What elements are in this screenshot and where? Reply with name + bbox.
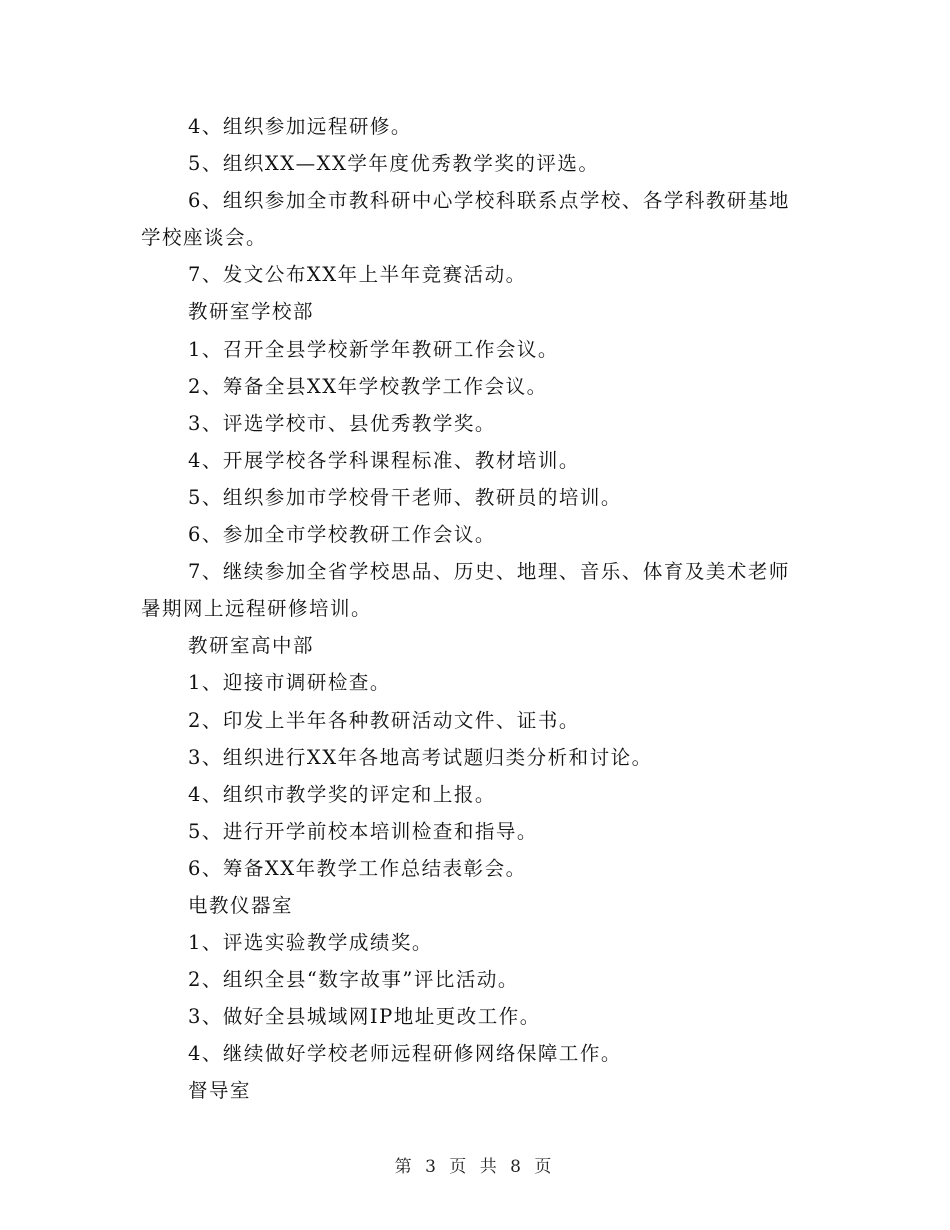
paragraph-line: 2、组织全县“数字故事”评比活动。 xyxy=(188,968,519,992)
paragraph-line: 4、组织参加远程研修。 xyxy=(188,115,412,138)
paragraph-line: 6、筹备XX年教学工作总结表彰会。 xyxy=(188,856,527,880)
document-body xyxy=(141,108,811,1110)
paragraph-line: 3、组织进行XX年各地高考试题归类分析和讨论。 xyxy=(188,745,653,769)
section-heading: 督导室 xyxy=(188,1079,252,1103)
paragraph-line: 7、发文公布XX年上半年竞赛活动。 xyxy=(188,263,527,287)
paragraph-line: 1、迎接市调研检查。 xyxy=(188,671,391,695)
paragraph-line: 2、印发上半年各种教研活动文件、证书。 xyxy=(188,708,580,732)
section-heading: 教研室高中部 xyxy=(188,634,315,658)
paragraph-line: 4、组织市教学奖的评定和上报。 xyxy=(188,782,496,806)
paragraph-line: 4、继续做好学校老师远程研修网络保障工作。 xyxy=(188,1042,622,1066)
paragraph-line: 7、继续参加全省学校思品、历史、地理、音乐、体育及美术老师 xyxy=(188,560,790,584)
paragraph-line: 6、参加全市学校教研工作会议。 xyxy=(188,523,496,547)
page-number-footer: 第 3 页 共 8 页 xyxy=(394,1157,556,1177)
paragraph-line: 1、评选实验教学成绩奖。 xyxy=(188,931,433,955)
paragraph-line: 5、组织参加市学校骨干老师、教研员的培训。 xyxy=(188,485,622,509)
paragraph-line: 5、进行开学前校本培训检查和指导。 xyxy=(188,819,538,843)
paragraph-line: 3、评选学校市、县优秀教学奖。 xyxy=(188,411,496,435)
paragraph-line: 6、组织参加全市教科研中心学校科联系点学校、各学科教研基地 xyxy=(188,189,790,213)
paragraph-line: 4、开展学校各学科课程标准、教材培训。 xyxy=(188,448,580,472)
paragraph-continuation-line: 暑期网上远程研修培训。 xyxy=(141,597,373,621)
paragraph-line: 2、筹备全县XX年学校教学工作会议。 xyxy=(188,374,548,398)
paragraph-continuation-line: 学校座谈会。 xyxy=(141,226,268,250)
section-heading: 电教仪器室 xyxy=(188,893,294,917)
paragraph-line: 1、召开全县学校新学年教研工作会议。 xyxy=(188,337,559,361)
paragraph-line: 5、组织XX—XX学年度优秀教学奖的评选。 xyxy=(188,152,600,176)
section-heading: 教研室学校部 xyxy=(188,300,315,324)
paragraph-line: 3、做好全县城域网IP地址更改工作。 xyxy=(188,1005,541,1029)
